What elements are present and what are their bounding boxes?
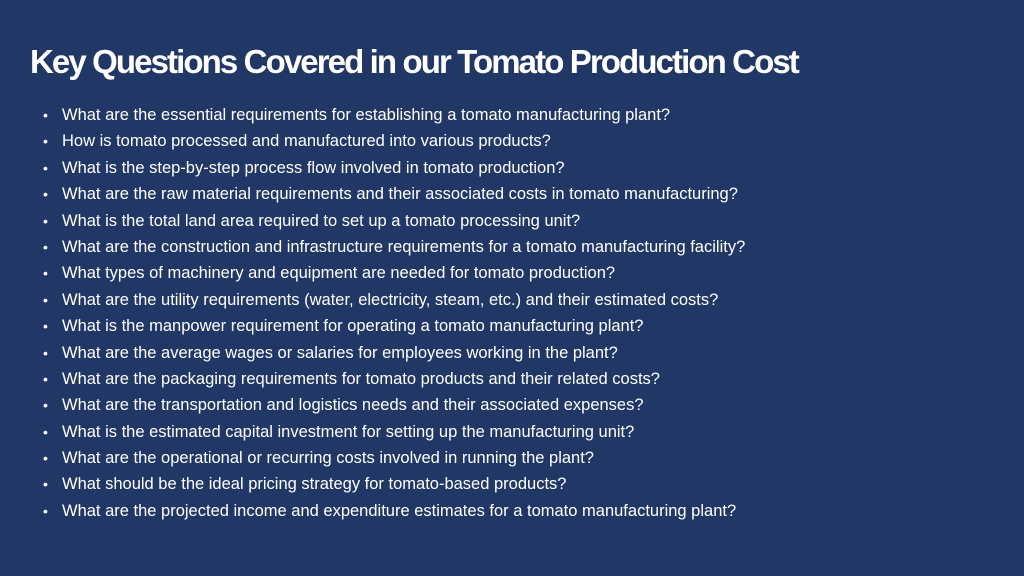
bullet-icon: • <box>43 344 48 361</box>
bullet-icon: • <box>43 318 48 335</box>
bullet-icon: • <box>43 238 48 255</box>
question-text: What is the step-by-step process flow involved in tomato production? <box>62 158 565 177</box>
list-item <box>40 366 745 392</box>
bullet-icon: • <box>43 476 48 493</box>
bullet-icon: • <box>43 186 48 203</box>
list-item <box>40 419 745 445</box>
bullet-icon: • <box>43 133 48 150</box>
question-text: What are the packaging requirements for tomato products and their related costs? <box>62 369 660 388</box>
list-item <box>40 181 745 207</box>
list-item <box>40 498 745 524</box>
list-item <box>40 128 745 154</box>
question-text: What are the essential requirements for establishing a tomato manufacturing plant? <box>62 106 671 124</box>
bullet-icon: • <box>43 291 48 308</box>
question-text: What are the raw material requirements and their associated costs in tomato manufacturing? <box>62 185 738 204</box>
bullet-icon: • <box>43 265 48 282</box>
bullet-icon: • <box>43 107 48 123</box>
list-item <box>40 445 745 471</box>
slide-title: Key Questions Covered in our Tomato Production Cost <box>30 43 798 80</box>
question-text: What types of machinery and equipment are needed for tomato production? <box>62 264 616 283</box>
bullet-icon: • <box>43 159 48 176</box>
question-text: What are the construction and infrastructure requirements for a tomato manufacturing facility? <box>62 237 746 256</box>
bullet-icon: • <box>43 212 48 229</box>
question-list <box>40 102 745 524</box>
bullet-icon: • <box>43 423 48 440</box>
list-item <box>40 260 745 286</box>
question-text: What should be the ideal pricing strategy for tomato-based products? <box>62 475 567 494</box>
question-text: What are the projected income and expenditure estimates for a tomato manufacturing plant? <box>62 501 737 520</box>
question-text: What are the operational or recurring costs involved in running the plant? <box>62 449 594 468</box>
question-text: What are the utility requirements (water, electricity, steam, etc.) and their estimated costs? <box>62 290 719 309</box>
list-item <box>40 340 745 366</box>
list-item <box>40 102 745 128</box>
question-text: How is tomato processed and manufactured into various products? <box>62 132 551 151</box>
bullet-icon: • <box>43 397 48 414</box>
bullet-icon: • <box>43 502 48 519</box>
list-item <box>40 155 745 181</box>
list-item <box>40 392 745 418</box>
list-item <box>40 471 745 497</box>
list-item <box>40 313 745 339</box>
question-text: What is the total land area required to set up a tomato processing unit? <box>62 211 581 230</box>
list-item <box>40 287 745 313</box>
question-text: What is the manpower requirement for operating a tomato manufacturing plant? <box>62 317 644 336</box>
question-text: What are the average wages or salaries for employees working in the plant? <box>62 343 618 362</box>
bullet-icon: • <box>43 370 48 387</box>
bullet-icon: • <box>43 450 48 467</box>
question-text: What is the estimated capital investment for setting up the manufacturing unit? <box>62 422 635 441</box>
list-item <box>40 234 745 260</box>
question-text: What are the transportation and logistics needs and their associated expenses? <box>62 396 644 415</box>
list-item <box>40 208 745 234</box>
